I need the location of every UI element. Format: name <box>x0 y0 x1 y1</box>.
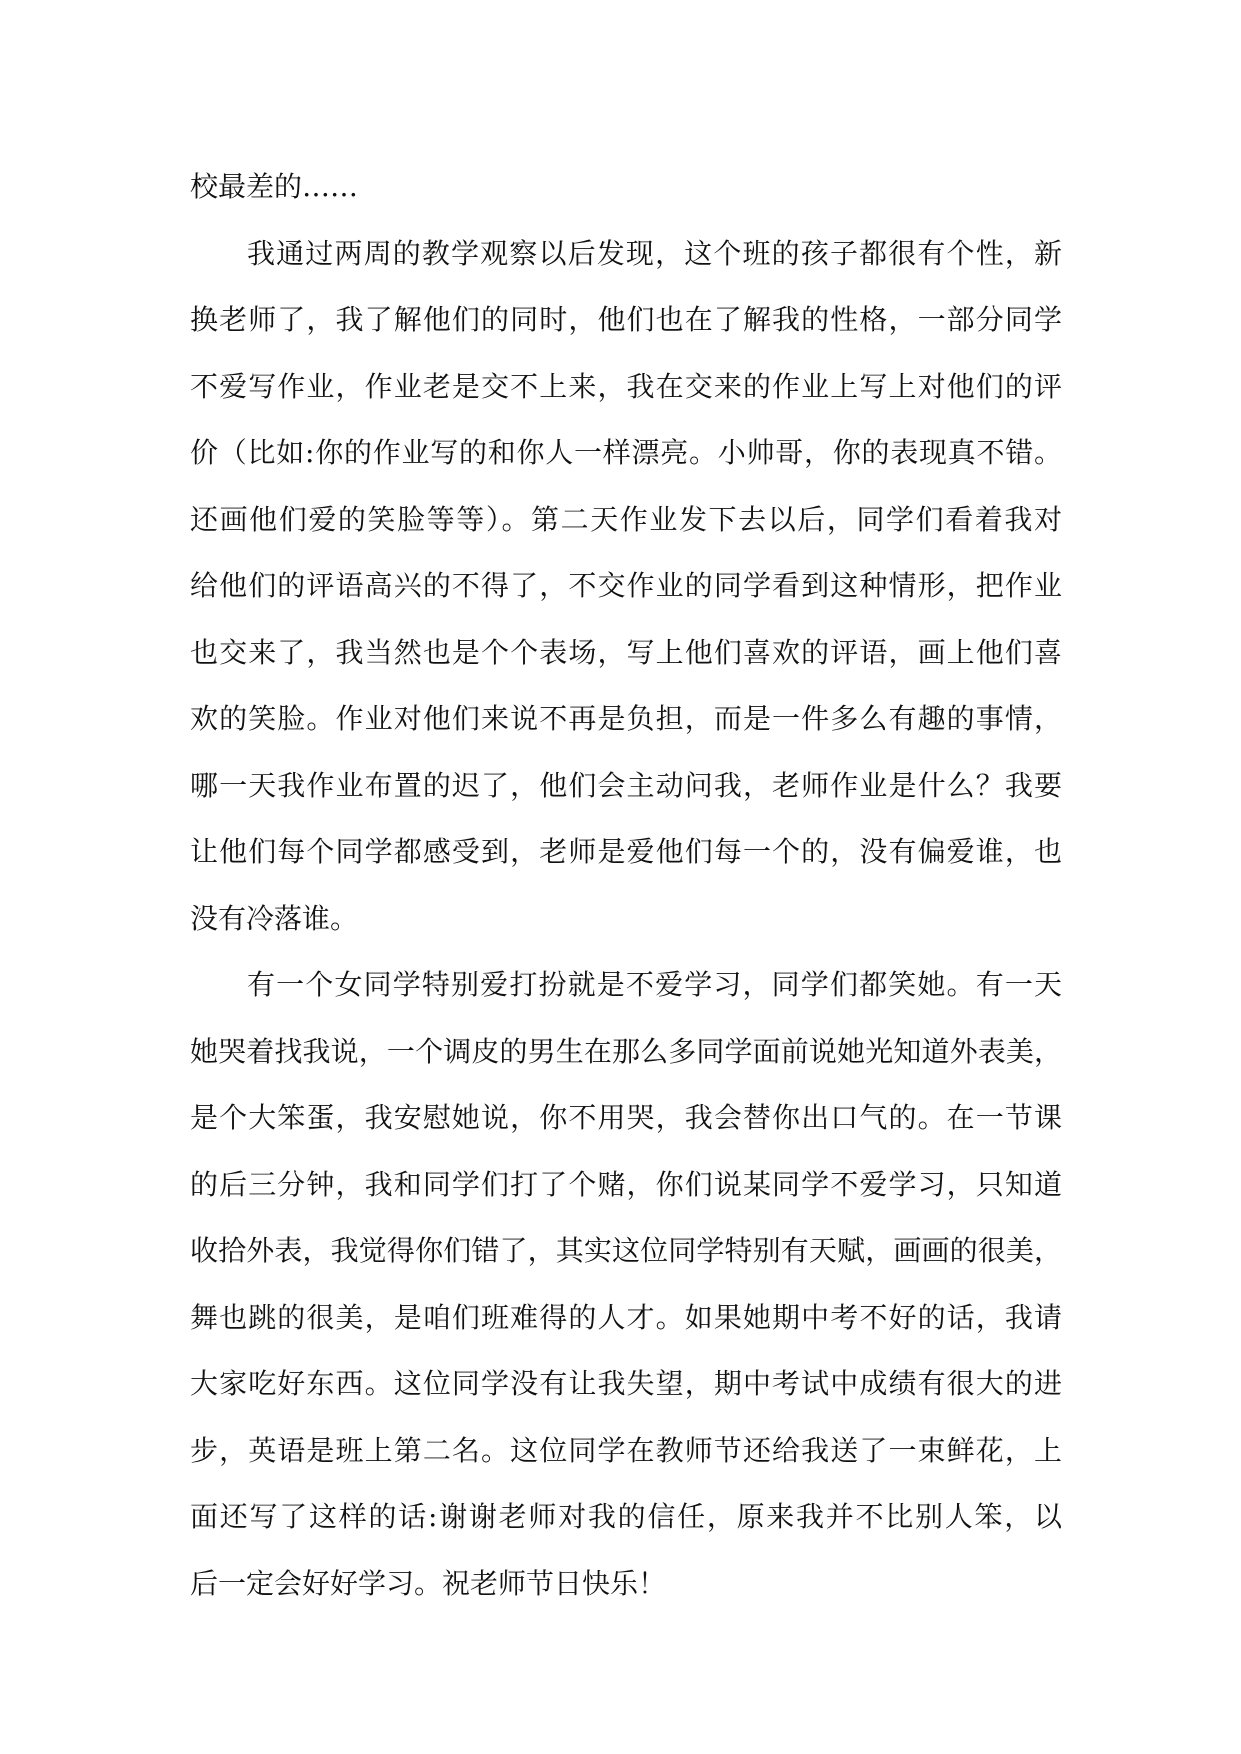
text-line: 收拾外表，我觉得你们错了，其实这位同学特别有天赋，画画的很美， <box>190 1234 1062 1267</box>
text-line: 还画他们爱的笑脸等等）。第二天作业发下去以后，同学们看着我对 <box>190 502 1062 536</box>
text-line: 步，英语是班上第二名。这位同学在教师节还给我送了一束鲜花，上 <box>190 1433 1062 1467</box>
text-line: 不爱写作业，作业老是交不上来，我在交来的作业上写上对他们的评 <box>190 369 1062 403</box>
text-line: 校最差的…… <box>190 170 359 203</box>
text-line: 是个大笨蛋，我安慰她说，你不用哭，我会替你出口气的。在一节课 <box>190 1101 1062 1134</box>
text-line: 让他们每个同学都感受到，老师是爱他们每一个的，没有偏爱谁，也 <box>190 835 1062 868</box>
text-line: 后一定会好好学习。祝老师节日快乐！ <box>190 1566 667 1600</box>
paragraph-first-line: 有一个女同学特别爱打扮就是不爱学习，同学们都笑她。有一天 <box>247 968 1062 1001</box>
text-line: 哪一天我作业布置的迟了，他们会主动问我，老师作业是什么？我要 <box>190 768 1062 802</box>
text-line: 也交来了，我当然也是个个表场，写上他们喜欢的评语，画上他们喜 <box>190 635 1062 669</box>
text-line: 给他们的评语高兴的不得了，不交作业的同学看到这种情形，把作业 <box>190 569 1062 602</box>
text-line: 换老师了，我了解他们的同时，他们也在了解我的性格，一部分同学 <box>190 303 1062 336</box>
text-line: 面还写了这样的话:谢谢老师对我的信任，原来我并不比别人笨，以 <box>190 1500 1062 1533</box>
text-line: 没有冷落谁。 <box>190 901 359 935</box>
body-text <box>190 154 1062 1617</box>
text-line: 大家吃好东西。这位同学没有让我失望，期中考试中成绩有很大的进 <box>190 1367 1062 1400</box>
text-line: 欢的笑脸。作业对他们来说不再是负担，而是一件多么有趣的事情， <box>190 702 1062 735</box>
text-line: 舞也跳的很美，是咱们班难得的人才。如果她期中考不好的话，我请 <box>190 1300 1062 1334</box>
text-line: 价（比如:你的作业写的和你人一样漂亮。小帅哥，你的表现真不错。 <box>190 436 1062 469</box>
paragraph-first-line: 我通过两周的教学观察以后发现，这个班的孩子都很有个性，新 <box>247 236 1062 270</box>
text-line: 的后三分钟，我和同学们打了个赌，你们说某同学不爱学习，只知道 <box>190 1167 1062 1201</box>
text-line: 她哭着找我说，一个调皮的男生在那么多同学面前说她光知道外表美， <box>190 1034 1062 1068</box>
